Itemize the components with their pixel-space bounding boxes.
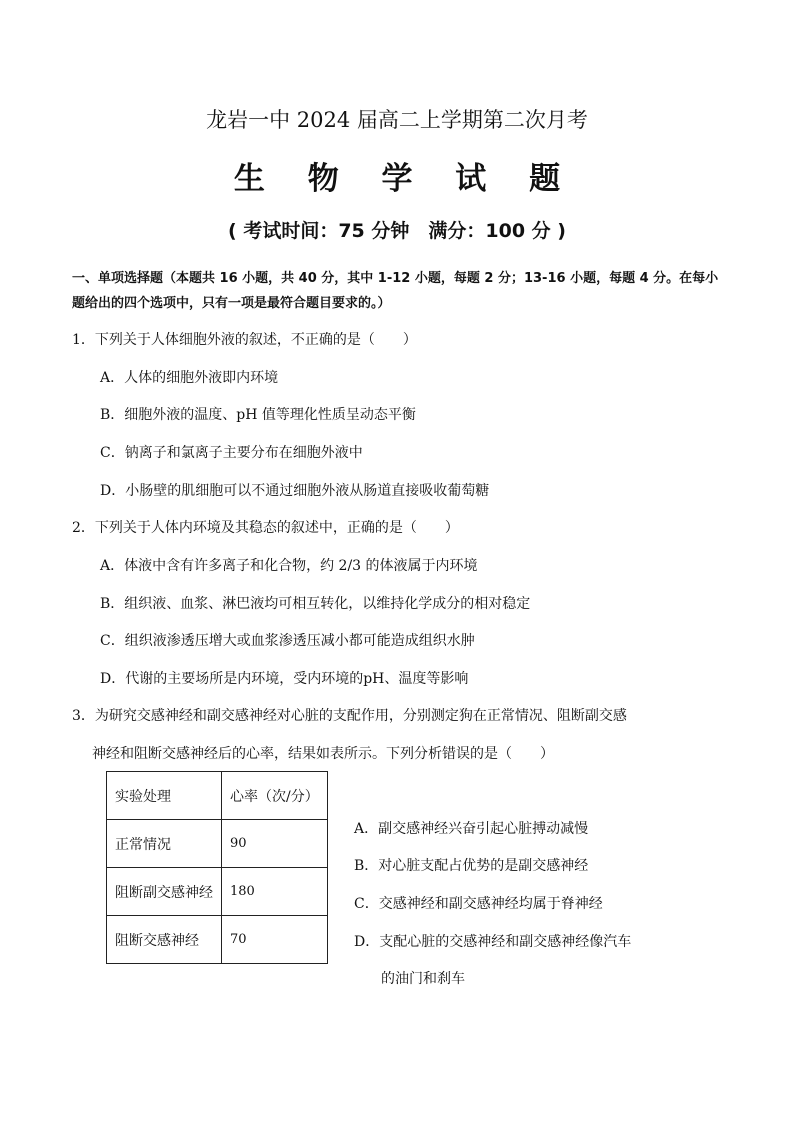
question-2-stem: 2．下列关于人体内环境及其稳态的叙述中，正确的是（ ） <box>72 520 459 536</box>
question-1-option-d: D．小肠壁的肌细胞可以不通过细胞外液从肠道直接吸收葡萄糖 <box>100 483 490 499</box>
section-instructions-line2: 题给出的四个选项中，只有一项是最符合题目要求的。） <box>72 296 391 311</box>
question-3-stem-line2: 神经和阻断交感神经后的心率，结果如表所示。下列分析错误的是（ ） <box>92 746 554 762</box>
question-2-option-d: D．代谢的主要场所是内环境，受内环境的pH、温度等影响 <box>100 671 469 687</box>
question-1-option-b: B．细胞外液的温度、pH 值等理化性质呈动态平衡 <box>100 407 416 423</box>
section-instructions-line1: 一、单项选择题（本题共 16 小题，共 40 分，其中 1-12 小题，每题 2 分；13-16 小题，每题 4 分。在每小 <box>72 271 719 286</box>
table-cell: 180 <box>222 868 328 916</box>
question-1-option-a: A．人体的细胞外液即内环境 <box>100 370 279 386</box>
exam-header: 龙岩一中 2024 届高二上学期第二次月考 <box>206 108 588 132</box>
table-cell: 70 <box>222 916 328 964</box>
table-cell: 阻断副交感神经 <box>107 868 222 916</box>
question-2-option-a: A．体液中含有许多离子和化合物，约 2/3 的体液属于内环境 <box>100 558 478 574</box>
question-3-stem-line1: 3．为研究交感神经和副交感神经对心脏的支配作用，分别测定狗在正常情况、阻断副交感 <box>72 708 627 724</box>
table-row <box>107 916 328 964</box>
question-3-option-b: B．对心脏支配占优势的是副交感神经 <box>354 858 589 874</box>
table-header-cell: 实验处理 <box>107 772 222 820</box>
table-cell: 阻断交感神经 <box>107 916 222 964</box>
question-1-stem: 1．下列关于人体细胞外液的叙述，不正确的是（ ） <box>72 332 417 348</box>
exam-subject-title: 生 物 学 试 题 <box>233 161 577 197</box>
table-header-row <box>107 772 328 820</box>
table-cell: 90 <box>222 820 328 868</box>
table-row <box>107 820 328 868</box>
question-3-option-d: D．支配心脏的交感神经和副交感神经像汽车 <box>354 934 632 950</box>
exam-time-score: ( 考试时间：75 分钟 满分：100 分 ) <box>228 220 566 242</box>
table-row <box>107 868 328 916</box>
question-1-option-c: C．钠离子和氯离子主要分布在细胞外液中 <box>100 445 363 461</box>
question-2-option-b: B．组织液、血浆、淋巴液均可相互转化，以维持化学成分的相对稳定 <box>100 596 531 612</box>
question-2-option-c: C．组织液渗透压增大或血浆渗透压减小都可能造成组织水肿 <box>100 633 475 649</box>
heart-rate-table <box>106 771 328 964</box>
table-header-cell: 心率（次/分） <box>222 772 328 820</box>
question-3-option-a: A．副交感神经兴奋引起心脏搏动减慢 <box>354 821 589 837</box>
question-3-option-c: C．交感神经和副交感神经均属于脊神经 <box>354 896 603 912</box>
table-cell: 正常情况 <box>107 820 222 868</box>
question-3-option-d-continued: 的油门和刹车 <box>381 971 465 987</box>
